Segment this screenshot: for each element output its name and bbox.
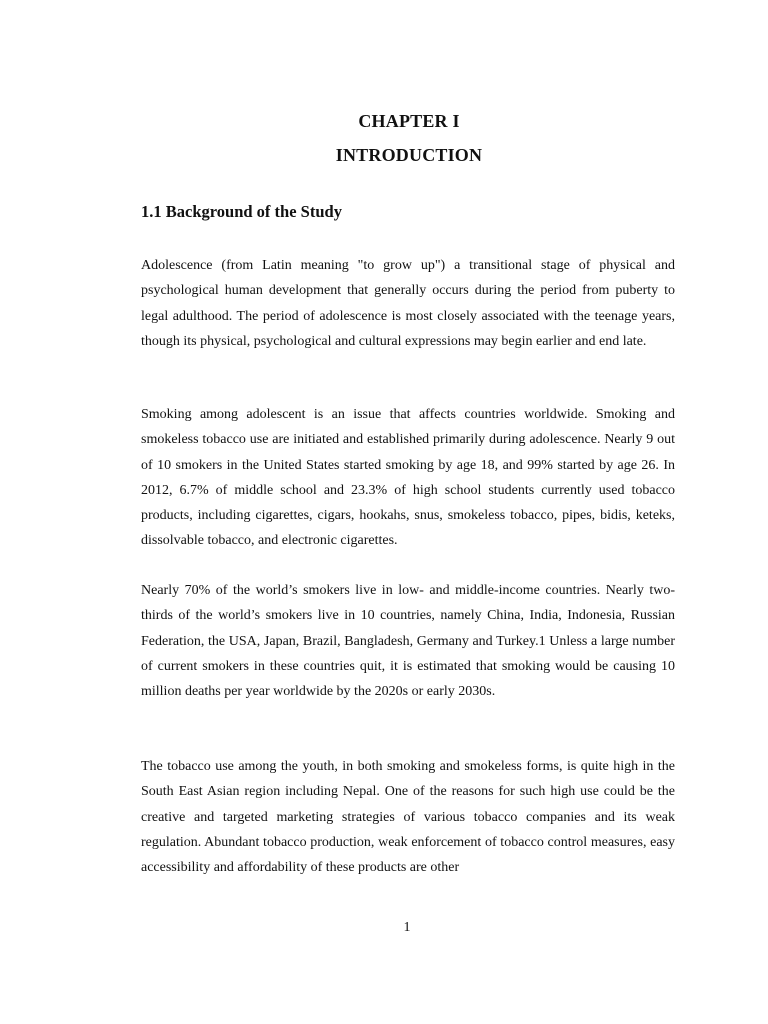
- body-paragraph: The tobacco use among the youth, in both smoking and smokeless forms, is quite high in the South East Asian region including Nepal. One of the reasons for such high use could be the creative and targeted marketing strategies of various tobacco companies and its weak regulation. Abundant tobacco production, weak enforcement of tobacco control measures, easy accessibility and affordability of these products are other: [141, 759, 675, 876]
- chapter-number: CHAPTER I: [358, 111, 460, 131]
- body-paragraph: Smoking among adolescent is an issue that affects countries worldwide. Smoking and smokeless tobacco use are initiated and established primarily during adolescence. Nearly 9 out of 10 smokers in the United States started smoking by age 18, and 99% started by age 26. In 2012, 6.7% of middle school and 23.3% of high school students currently used tobacco products, including cigarettes, cigars, hookahs, snus, smokeless tobacco, pipes, bidis, keteks, dissolvable tobacco, and electronic cigarettes.: [141, 407, 675, 549]
- body-paragraph: Adolescence (from Latin meaning "to grow up") a transitional stage of physical and psychological human development that generally occurs during the period from puberty to legal adulthood. The period of adolescence is most closely associated with the teenage years, though its physical, psychological and cultural expressions may begin earlier and end late.: [141, 258, 675, 349]
- page-number: 1: [403, 920, 411, 935]
- chapter-title: INTRODUCTION: [335, 145, 483, 165]
- body-paragraph: Nearly 70% of the world’s smokers live in low- and middle-income countries. Nearly two-thirds of the world’s smokers live in 10 countries, namely China, India, Indonesia, Russian Federation, the USA, Japan, Brazil, Bangladesh, Germany and Turkey.1 Unless a large number of current smokers in these countries quit, it is estimated that smoking would be causing 10 million deaths per year worldwide by the 2020s or early 2030s.: [141, 583, 675, 700]
- section-heading: 1.1 Background of the Study: [141, 202, 342, 221]
